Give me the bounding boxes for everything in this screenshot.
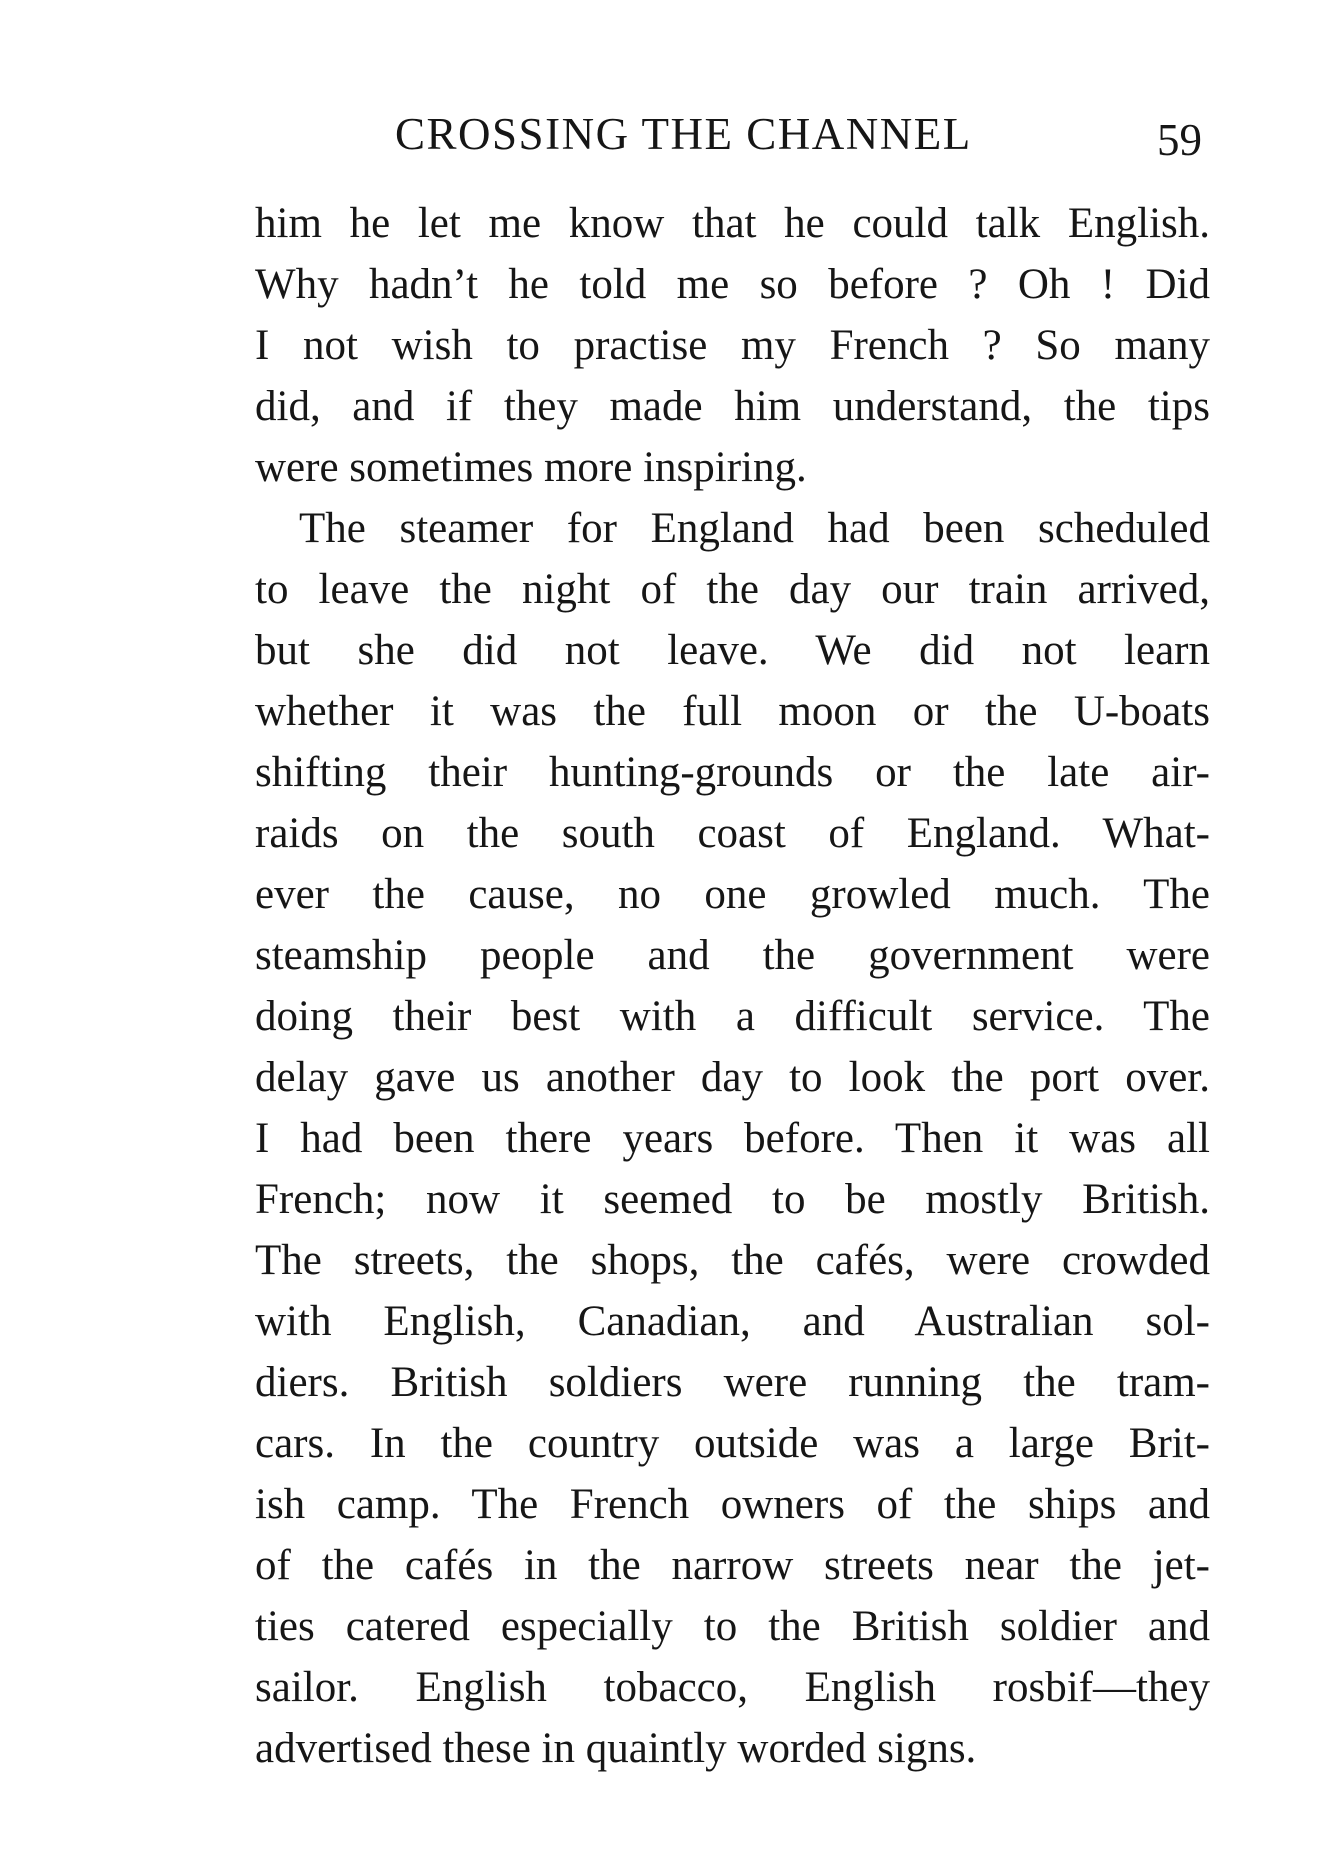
text-line: ish camp. The French owners of the ships and bbox=[255, 1481, 1210, 1528]
text-line: I had been there years before. Then it was all bbox=[255, 1115, 1210, 1162]
text-line: I not wish to practise my French ? So many bbox=[255, 322, 1210, 369]
text-line: The streets, the shops, the cafés, were crowded bbox=[255, 1237, 1210, 1284]
text-line: him he let me know that he could talk English. bbox=[255, 200, 1210, 247]
text-line: did, and if they made him understand, the tips bbox=[255, 383, 1210, 430]
text-line: The steamer for England had been scheduled bbox=[299, 505, 1210, 552]
text-line: sailor. English tobacco, English rosbif—they bbox=[255, 1664, 1210, 1711]
text-line: diers. British soldiers were running the tram- bbox=[255, 1359, 1210, 1406]
text-line: cars. In the country outside was a large Brit- bbox=[255, 1420, 1210, 1467]
running-title: CROSSING THE CHANNEL bbox=[395, 109, 972, 159]
text-line: ever the cause, no one growled much. The bbox=[255, 871, 1210, 918]
text-line: steamship people and the government were bbox=[255, 932, 1210, 979]
paragraph-1 bbox=[255, 193, 1210, 498]
body-text bbox=[255, 193, 1210, 1779]
page-number: 59 bbox=[1157, 115, 1202, 165]
text-line: were sometimes more inspiring. bbox=[255, 444, 807, 491]
text-line: whether it was the full moon or the U-boats bbox=[255, 688, 1210, 735]
text-line: with English, Canadian, and Australian sol- bbox=[255, 1298, 1210, 1345]
text-line: advertised these in quaintly worded signs. bbox=[255, 1725, 977, 1772]
text-line: delay gave us another day to look the port over. bbox=[255, 1054, 1210, 1101]
text-line: doing their best with a difficult service. The bbox=[255, 993, 1210, 1040]
text-line: of the cafés in the narrow streets near the jet- bbox=[255, 1542, 1210, 1589]
text-line: but she did not leave. We did not learn bbox=[255, 627, 1210, 674]
text-line: raids on the south coast of England. What- bbox=[255, 810, 1210, 857]
text-line: shifting their hunting-grounds or the late air- bbox=[255, 749, 1210, 796]
paragraph-2 bbox=[255, 498, 1210, 1779]
text-line: to leave the night of the day our train arrived, bbox=[255, 566, 1210, 613]
text-line: Why hadn’t he told me so before ? Oh ! Did bbox=[255, 261, 1210, 308]
running-header bbox=[255, 100, 1210, 170]
text-line: ties catered especially to the British soldier and bbox=[255, 1603, 1210, 1650]
text-line: French; now it seemed to be mostly British. bbox=[255, 1176, 1210, 1223]
